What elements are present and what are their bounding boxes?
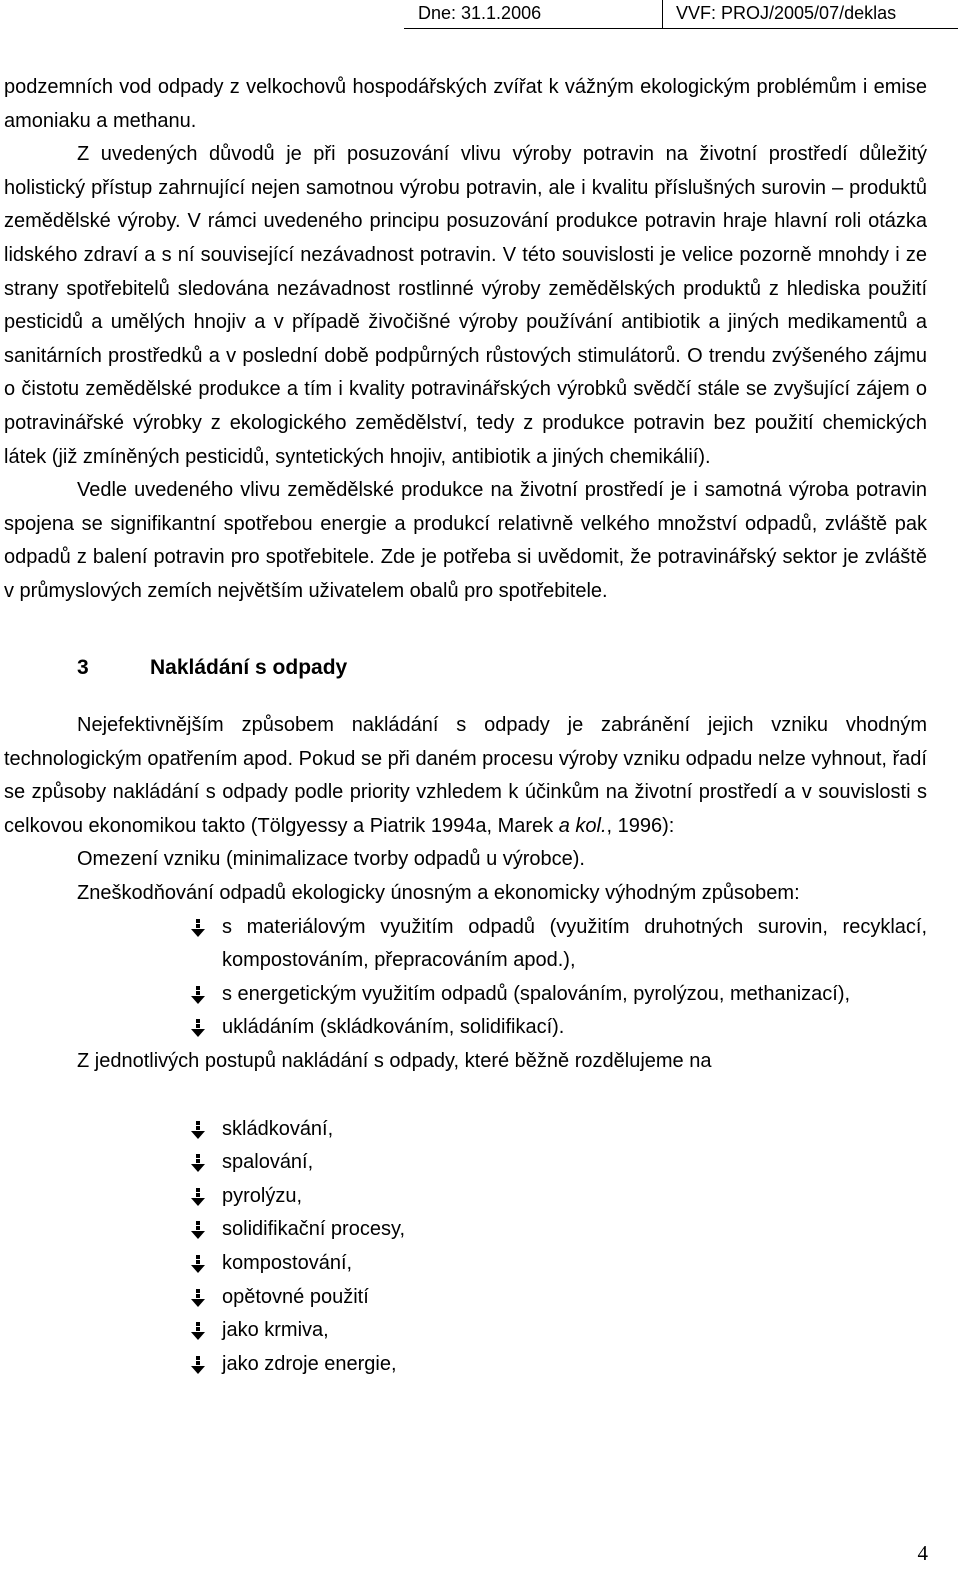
procedure-item-text: kompostování, (222, 1252, 353, 1274)
procedure-item (4, 1213, 927, 1247)
header-divider (662, 0, 663, 28)
procedure-item (4, 1247, 927, 1281)
procedure-item (4, 1281, 927, 1315)
section-title: Nakládání s odpady (150, 655, 348, 679)
section-paragraph-main: Nejefektivnějším způsobem nakládání s odpady je zabránění jejich vzniku vhodným technologickým opatřením apod. Pokud se při daném procesu výroby vzniku odpadu nelze vyhnout, řadí se způsoby nakládání s odpady podle priority vzhledem k účinkům na životní prostředí a v souvislosti s celkovou ekonomikou takto (Tölgyessy a Piatrik 1994a, Marek (4, 714, 927, 837)
methods-list (4, 911, 927, 1045)
arrow-bullet-icon (190, 1322, 206, 1340)
procedures-list (4, 1113, 927, 1382)
procedure-item (4, 1348, 927, 1382)
arrow-bullet-icon (190, 919, 206, 937)
arrow-bullet-icon (190, 1356, 206, 1374)
paragraph-1: podzemních vod odpady z velkochovů hospodářských zvířat k vážným ekologickým problémům i emise amoniaku a methanu. (4, 76, 927, 132)
procedure-item-text: jako zdroje energie, (222, 1352, 397, 1375)
section-paragraph-end: , 1996): (606, 814, 675, 837)
header-reference: VVF: PROJ/2005/07/deklas (676, 3, 897, 23)
procedure-item-text: pyrolýzu, (222, 1184, 303, 1207)
procedure-item (4, 1113, 927, 1147)
method-item-text: ukládáním (skládkováním, solidifikací). (222, 1016, 565, 1039)
procedure-item (4, 1180, 927, 1214)
arrow-bullet-icon (190, 1188, 206, 1206)
section-paragraph (4, 709, 927, 843)
arrow-bullet-icon (190, 1019, 206, 1037)
method-item (4, 978, 927, 1012)
page-number: 4 (917, 1541, 928, 1565)
method-item (4, 1011, 927, 1045)
page-header (404, 0, 958, 29)
arrow-bullet-icon (190, 986, 206, 1004)
priority-item-1: Omezení vzniku (minimalizace tvorby odpadů u výrobce). (77, 848, 585, 871)
paragraph-3: Vedle uvedeného vlivu zemědělské produkce na životní prostředí je i samotná výroba potravin spojena se signifikantní spotřebou energie a produkcí relativně velkého množství odpadů, zvláště pak odpadů z balení potravin pro spotřebitele. Zde je potřeba si uvědomit, že potravinářský sektor je zvláště v průmyslových zemích největším uživatelem obalů pro spotřebitele. (4, 479, 927, 602)
method-item-text: s materiálovým využitím odpadů (využitím druhotných surovin, recyklací, kompostováním, přepracováním apod.), (222, 915, 927, 972)
paragraph-2: Z uvedených důvodů je při posuzování vlivu výroby potravin na životní prostředí důležitý holistický přístup zahrnující nejen samotnou výrobu potravin, ale i kvalitu příslušných surovin – produktů zemědělské výroby. V rámci uvedeného principu posuzování produkce potravin hraje hlavní roli otázka lidského zdraví a s ní související nezávadnost potravin. V této souvislosti je velice pozorně mnohdy i ze strany spotřebitelů sledována nezávadnost rostlinné výroby zemědělských produktů z hlediska použití pesticidů a umělých hnojiv a v případě živočišné výroby používání antibiotik a jiných medikamentů a sanitárních prostředků a v poslední době podpůrných růstových stimulátorů. O trendu zvýšeného zájmu o čistotu zemědělské produkce a tím i kvality potravinářských výrobků svědčí stále se zvyšující zájem o potravinářské výrobky z ekologického zemědělství, tedy z produkce potravin bez použití chemických látek (již zmíněných pesticidů, syntetických hnojiv, antibiotik a jiných chemikálií). (4, 143, 927, 468)
procedure-item (4, 1314, 927, 1348)
section-heading (4, 609, 927, 710)
procedure-item-text: skládkování, (222, 1117, 334, 1140)
arrow-bullet-icon (190, 1289, 206, 1307)
method-item (4, 911, 927, 978)
spacer (4, 1079, 927, 1113)
list-intro: Z jednotlivých postupů nakládání s odpady, které běžně rozdělujeme na (77, 1050, 712, 1073)
procedure-item-text: jako krmiva, (222, 1319, 329, 1342)
procedure-item-text: opětovné použití (222, 1285, 369, 1308)
priority-item-2: Zneškodňování odpadů ekologicky únosným a ekonomicky výhodným způsobem: (77, 882, 800, 905)
section-number: 3 (77, 655, 89, 679)
arrow-bullet-icon (190, 1255, 206, 1273)
arrow-bullet-icon (190, 1221, 206, 1239)
procedure-item-text: spalování, (222, 1151, 314, 1174)
arrow-bullet-icon (190, 1121, 206, 1139)
document-body (4, 71, 927, 1381)
method-item-text: s energetickým využitím odpadů (spalováním, pyrolýzou, methanizací), (222, 982, 851, 1005)
section-paragraph-italic: a kol. (558, 814, 607, 837)
procedure-item-text: solidifikační procesy, (222, 1218, 406, 1241)
procedure-item (4, 1146, 927, 1180)
header-date: Dne: 31.1.2006 (418, 3, 542, 23)
arrow-bullet-icon (190, 1154, 206, 1172)
